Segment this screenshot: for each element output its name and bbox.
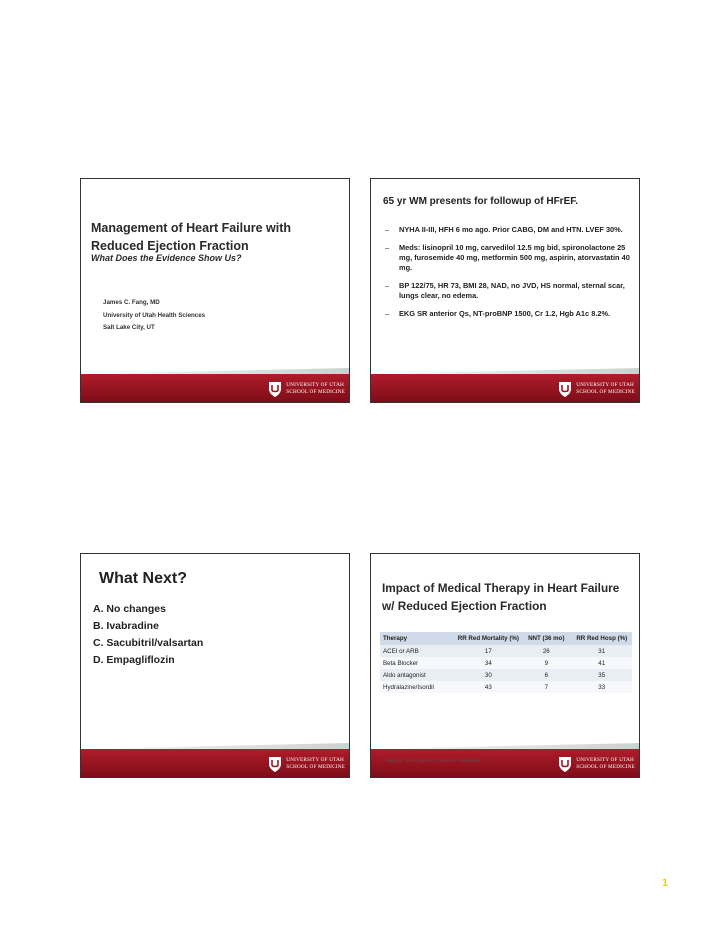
table-header-row <box>380 632 632 645</box>
shield-icon <box>268 755 282 773</box>
author-location: Salt Lake City, UT <box>103 324 155 331</box>
slide-1-title <box>80 178 350 403</box>
footer-ribbon <box>81 368 349 374</box>
answer-options <box>93 601 203 669</box>
list-item: – Meds: lisinopril 10 mg, carvedilol 12.5 mg bid, spironolactone 25 mg, furosemide 40 mg, metformin 500 mg, aspirin, atorvastatin 40 mg. <box>385 243 630 272</box>
answer-option-c: C. Sacubitril/valsartan <box>93 637 204 649</box>
answer-option-a: A. No changes <box>93 603 166 615</box>
column-header: RR Red Hosp (%) <box>572 632 633 645</box>
slide-footer <box>81 749 349 777</box>
presentation-title: Management of Heart Failure with Reduced Ejection Fraction <box>91 221 292 253</box>
list-item: – NYHA II-III, HFH 6 mo ago. Prior CABG, DM and HTN. LVEF 30%. <box>385 225 623 234</box>
table-cell: 17 <box>456 645 522 657</box>
logo-wordmark: UNIVERSITY OF UTAH SCHOOL OF MEDICINE <box>576 382 635 395</box>
logo-wordmark: UNIVERSITY OF UTAH SCHOOL OF MEDICINE <box>286 757 345 770</box>
column-header: NNT (36 mo) <box>521 632 571 645</box>
slide-footer <box>371 374 639 402</box>
table-cell: ACEI or ARB <box>380 645 456 657</box>
table-cell: 34 <box>456 657 522 669</box>
therapy-title: Impact of Medical Therapy in Heart Failure w/ Reduced Ejection Fraction <box>382 581 620 613</box>
author-block <box>103 297 343 335</box>
answer-option-b: B. Ivabradine <box>93 620 159 632</box>
table-row <box>380 681 632 693</box>
table-cell: 43 <box>456 681 522 693</box>
footer-ribbon <box>81 743 349 749</box>
logo-wordmark: UNIVERSITY OF UTAH SCHOOL OF MEDICINE <box>286 382 345 395</box>
shield-icon <box>558 755 572 773</box>
list-item: – BP 122/75, HR 73, BMI 28, NAD, no JVD, HS normal, sternal scar, lungs clear, no edema. <box>385 281 625 300</box>
table-cell: 35 <box>572 669 633 681</box>
table-cell: 9 <box>521 657 571 669</box>
table-cell: 7 <box>521 681 571 693</box>
table-cell: 31 <box>572 645 633 657</box>
table-cell: 30 <box>456 669 522 681</box>
footer-ribbon <box>371 368 639 374</box>
citation: Yancy C, et al. 2013 ACC AHA HF Guidelines <box>385 759 482 764</box>
slide-3-question <box>80 553 350 778</box>
table-row <box>380 657 632 669</box>
footer-ribbon <box>371 743 639 749</box>
university-logo <box>268 379 345 398</box>
presentation-subtitle: What Does the Evidence Show Us? <box>91 253 242 263</box>
slide-4-therapy-impact <box>370 553 640 778</box>
author-name: James C. Fang, MD <box>103 299 160 306</box>
therapy-table <box>380 632 632 693</box>
slide-2-case <box>370 178 640 403</box>
list-item: – EKG SR anterior Qs, NT-proBNP 1500, Cr 1.2, Hgb A1c 8.2%. <box>385 309 611 318</box>
case-title: 65 yr WM presents for followup of HFrEF. <box>383 196 579 207</box>
shield-icon <box>268 380 282 398</box>
column-header: RR Red Mortality (%) <box>456 632 522 645</box>
university-logo <box>558 379 635 398</box>
table-row <box>380 645 632 657</box>
author-institution: University of Utah Health Sciences <box>103 311 206 319</box>
slide-footer <box>81 374 349 402</box>
table-row <box>380 669 632 681</box>
table-cell: 41 <box>572 657 633 669</box>
table-cell: 33 <box>572 681 633 693</box>
logo-wordmark: UNIVERSITY OF UTAH SCHOOL OF MEDICINE <box>576 757 635 770</box>
table-cell: Aldo antagonist <box>380 669 456 681</box>
table-cell: Beta Blocker <box>380 657 456 669</box>
shield-icon <box>558 380 572 398</box>
university-logo <box>558 754 635 773</box>
question-title: What Next? <box>99 570 187 587</box>
table-cell: 26 <box>521 645 571 657</box>
table-cell: 6 <box>521 669 571 681</box>
university-logo <box>268 754 345 773</box>
table-cell: Hydralazine/Isordil <box>380 681 456 693</box>
answer-option-d: D. Empagliflozin <box>93 654 175 666</box>
page-number: 1 <box>662 877 669 889</box>
column-header: Therapy <box>380 632 456 645</box>
case-bullets <box>385 225 633 327</box>
